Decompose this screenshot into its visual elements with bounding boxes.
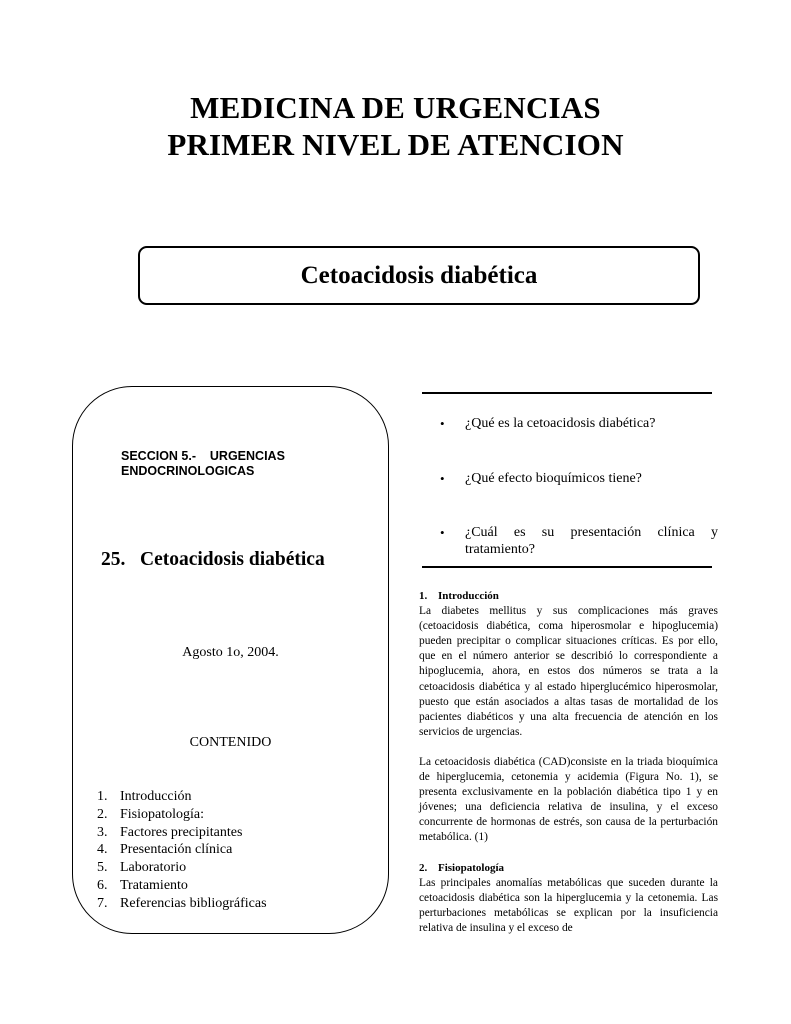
key-question	[440, 524, 718, 558]
contents-item-label: Fisiopatología:	[120, 806, 204, 822]
paragraph: La diabetes mellitus y sus complicaciones más graves (cetoacidosis diabética, coma hiperosmolar e hipoglucemia) pueden precipitar o complicar situaciones críticas. Es por ello, que en el número anterior se describió lo correspondiente a hipoglucemia, ahora, en estos dos números se trata a la cetoacidosis diabética y al estado hiperglucémico hiperosmolar, puesto que están asociados a altas tasas de mortalidad de los pacientes diabéticos y una alta frecuencia de atención en los servicios de urgencias.	[419, 605, 718, 738]
topic-title: Cetoacidosis diabética	[300, 261, 538, 289]
article-body	[419, 589, 718, 936]
bullet-icon: •	[440, 416, 445, 431]
contents-item-number: 7.	[97, 895, 108, 911]
key-question-text: ¿Qué efecto bioquímicos tiene?	[465, 471, 642, 486]
section-heading-introduccion	[419, 589, 718, 604]
publication-date: Agosto 1o, 2004.	[182, 645, 279, 660]
contents-item-label: Tratamiento	[120, 877, 188, 893]
key-question-text: ¿Cuál es su presentación clínica y tratamiento?	[465, 525, 718, 557]
document-title-line-1: MEDICINA DE URGENCIAS	[190, 90, 601, 125]
contents-item-number: 2.	[97, 806, 108, 822]
section-heading-text: Introducción	[438, 590, 499, 602]
contents-item-label: Factores precipitantes	[120, 824, 243, 840]
contents-item-label: Introducción	[120, 789, 192, 804]
contents-item-number: 5.	[97, 860, 108, 876]
section-label	[121, 449, 351, 479]
summary-panel	[72, 386, 389, 934]
contents-item	[97, 841, 267, 859]
document-title-line-2: PRIMER NIVEL DE ATENCION	[167, 127, 624, 162]
contents-item-label: Laboratorio	[120, 860, 187, 876]
paragraph: La cetoacidosis diabética (CAD)consiste en la triada bioquímica de hiperglucemia, cetonemia y acidemia (Figura No. 1), se presenta exclusivamente en la población diabética tipo 1 y en jóvenes; una deficiencia relativa de insulina, y el exceso concurrente de hormonas de estrés, son causa de la perturbación metabólica. (1)	[419, 755, 718, 844]
contents-item-number: 6.	[97, 877, 108, 893]
section-number: 1.	[419, 590, 428, 602]
contents-item	[97, 824, 267, 842]
section-heading-text: Fisiopatología	[438, 861, 505, 874]
contents-list	[97, 788, 267, 913]
contents-item-label: Presentación clínica	[120, 842, 233, 858]
questions-bottom-rule	[422, 566, 712, 568]
contents-item	[97, 806, 267, 824]
bullet-icon: •	[440, 525, 445, 540]
key-question	[440, 470, 718, 487]
section-heading-fisiopatologia	[419, 861, 718, 876]
contents-item-number: 3.	[97, 824, 108, 840]
contents-item	[97, 877, 267, 895]
key-question	[440, 415, 718, 432]
contents-item	[97, 788, 267, 806]
chapter-title: 25. Cetoacidosis diabética	[101, 549, 325, 570]
contents-item	[97, 895, 267, 913]
contents-item-label: Referencias bibliográficas	[120, 895, 267, 911]
topic-title-box	[138, 246, 700, 305]
contents-item-number: 4.	[97, 842, 108, 858]
section-label-line-1: SECCION 5.- URGENCIAS	[121, 449, 285, 463]
bullet-icon: •	[440, 471, 445, 486]
questions-top-rule	[422, 392, 712, 394]
contents-item	[97, 859, 267, 877]
contents-heading: CONTENIDO	[189, 735, 272, 750]
contents-item-number: 1.	[97, 789, 108, 804]
key-question-text: ¿Qué es la cetoacidosis diabética?	[465, 416, 656, 431]
section-label-line-2: ENDOCRINOLOGICAS	[121, 464, 255, 478]
paragraph: Las principales anomalías metabólicas que suceden durante la cetoacidosis diabética son la hiperglucemia y la cetonemia. Las perturbaciones metabólicas se explican por la insuficiencia relativa de insulina y el exceso de	[419, 876, 718, 934]
section-number: 2.	[419, 861, 428, 874]
